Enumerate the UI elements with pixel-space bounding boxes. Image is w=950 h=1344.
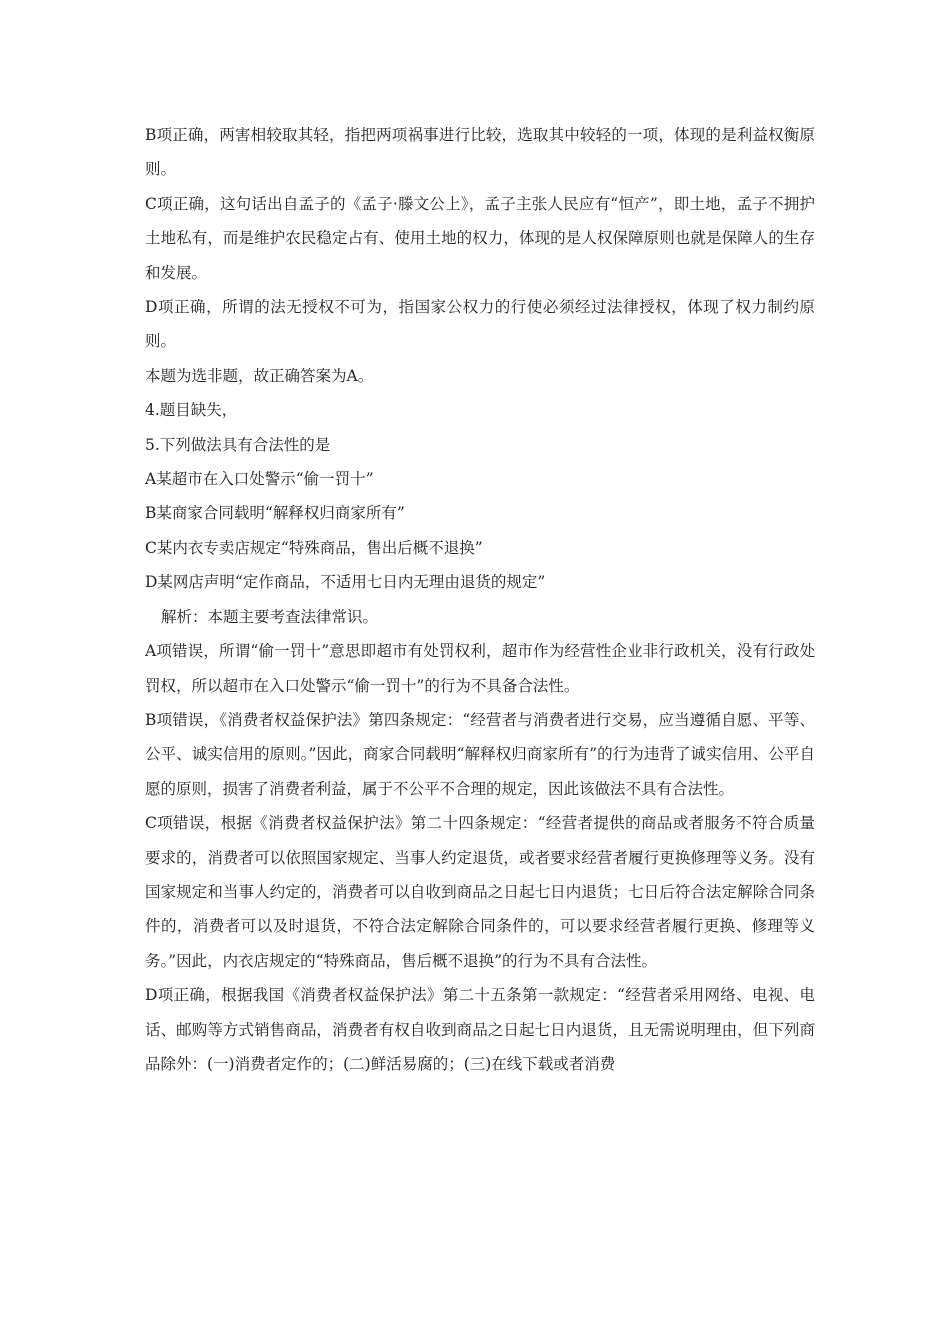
paragraph-option-d-analysis: D项正确，所谓的法无授权不可为，指国家公权力的行使必须经过法律授权，体现了权力制约原则。 xyxy=(145,298,815,351)
analysis-option-b: B项错误，《消费者权益保护法》第四条规定：“经营者与消费者进行交易，应当遵循自愿、平等、公平、诚实信用的原则。”因此，商家合同载明“解释权归商家所有”的行为违背了诚实信用、公平自愿的原则，损害了消费者利益，属于不公平不合理的规定，因此该做法不具有合法性。 xyxy=(145,710,815,798)
analysis-option-d: D项正确，根据我国《消费者权益保护法》第二十五条第一款规定：“经营者采用网络、电视、电话、邮购等方式销售商品，消费者有权自收到商品之日起七日内退货，且无需说明理由，但下列商品除外：(一)消费者定作的；(二)鲜活易腐的；(三)在线下载或者消费 xyxy=(145,986,815,1073)
paragraph-answer: 本题为选非题，故正确答案为A。 xyxy=(145,366,374,385)
question-5-option-a: A某超市在入口处警示“偷一罚十” xyxy=(145,470,374,489)
paragraph-option-b-analysis: B项正确，两害相较取其轻，指把两项祸事进行比较，选取其中较轻的一项，体现的是利益权衡原则。 xyxy=(145,126,815,179)
analysis-option-c: C项错误，根据《消费者权益保护法》第二十四条规定：“经营者提供的商品或者服务不符合质量要求的，消费者可以依照国家规定、当事人约定退货，或者要求经营者履行更换修理等义务。没有国家规定和当事人约定的，消费者可以自收到商品之日起七日内退货；七日后符合法定解除合同条件的，消费者可以及时退货，不符合法定解除合同条件的，可以要求经营者履行更换、修理等义务。”因此，内衣店规定的“特殊商品，售后概不退换”的行为不具有合法性。 xyxy=(145,814,815,970)
analysis-intro: 解析：本题主要考查法律常识。 xyxy=(161,607,379,626)
analysis-option-a: A项错误，所谓“偷一罚十”意思即超市有处罚权利，超市作为经营性企业非行政机关，没有行政处罚权，所以超市在入口处警示“偷一罚十”的行为不具备合法性。 xyxy=(145,642,815,695)
question-5-option-d: D某网店声明“定作商品，不适用七日内无理由退货的规定” xyxy=(145,573,546,592)
paragraph-option-c-analysis: C项正确，这句话出自孟子的《孟子·滕文公上》，孟子主张人民应有“恒产”，即土地，孟子不拥护土地私有，而是维护农民稳定占有、使用土地的权力，体现的是人权保障原则也就是保障人的生存和发展。 xyxy=(145,194,815,282)
document-body xyxy=(145,118,815,1081)
question-4: 4.题目缺失， xyxy=(145,401,238,420)
question-5-option-c: C某内衣专卖店规定“特殊商品，售出后概不退换” xyxy=(145,538,483,557)
question-5-stem: 5.下列做法具有合法性的是 xyxy=(145,435,331,454)
question-5-option-b: B某商家合同载明“解释权归商家所有” xyxy=(145,504,405,523)
